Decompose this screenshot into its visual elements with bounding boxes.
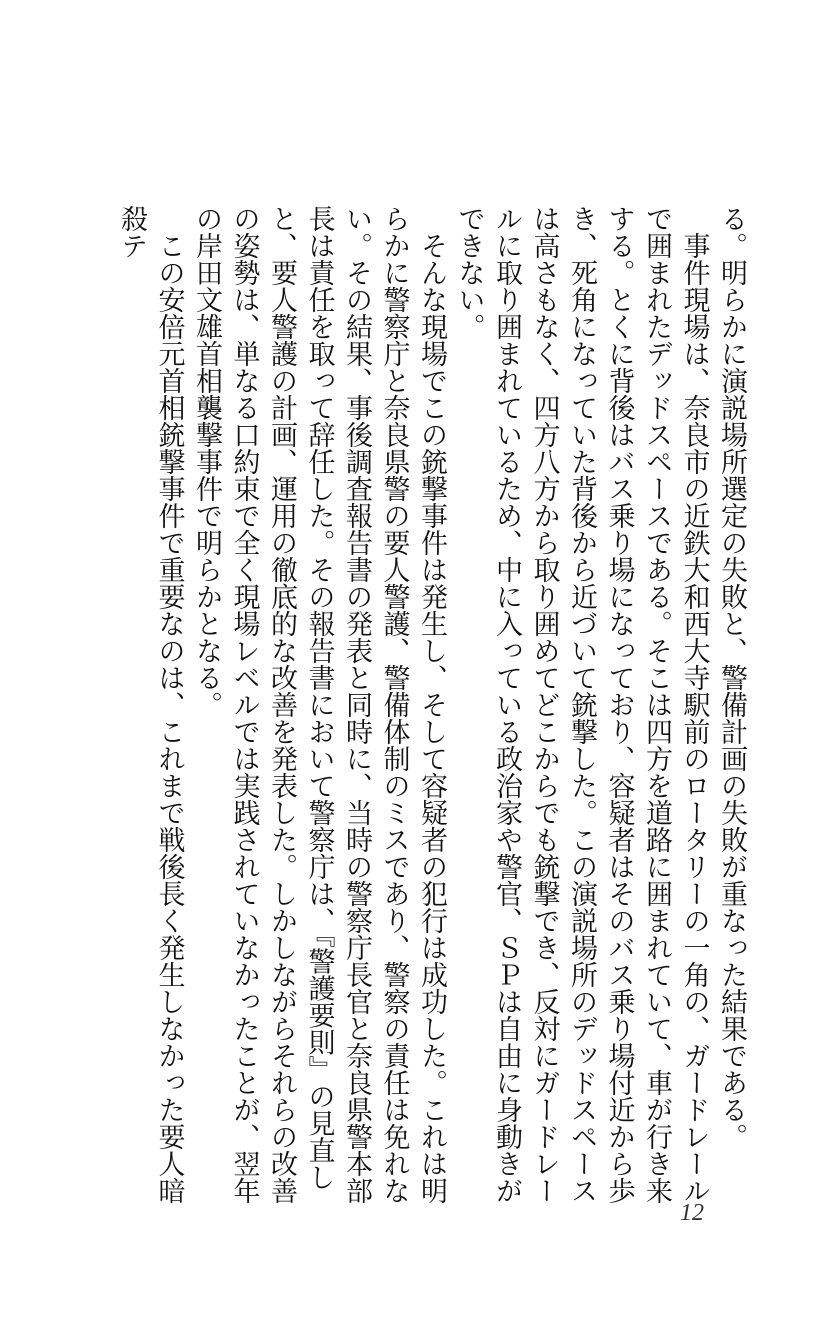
vertical-text-body [70,205,750,1205]
paragraph-4: この安倍元首相銃撃事件で重要なのは、これまで戦後長く発生しなかった要人暗殺テ [116,205,185,1204]
paragraph-2: 事件現場は、奈良市の近鉄大和西大寺駅前のロータリーの一角の、ガードレールで囲まれたデッドスペースである。そこは四方を道路に囲まれていて、車が行き来する。とくに背後はバス乗り場になっており、容疑者はそのバス乗り場付近から歩き、死角になっていた背後から近づいて銃撃した。この演説場所のデッドスペースは高さもなく、四方八方から取り囲めてどこからでも銃撃でき、反対にガードレールに取り囲まれているため、中に入っている政治家や警官、ＳＰは自由に身動きができない。 [453,205,710,1204]
page-number: 12 [680,1200,704,1226]
paragraph-3: そんな現場でこの銃撃事件は発生し、そして容疑者の犯行は成功した。これは明らかに警察庁と奈良県警の要人警護、警備体制のミスであり、警察の責任は免れない。その結果、事後調査報告書の発表と同時に、当時の警察庁長官と奈良県警本部長は責任を取って辞任した。その報告書において警察庁は、『警護要則』の見直しと、要人警護の計画、運用の徹底的な改善を発表した。しかしながらそれらの改善の姿勢は、単なる口約束で全く現場レベルでは実践されていなかったことが、翌年の岸田文雄首相襲撃事件で明らかとなる。 [191,205,447,1204]
paragraph-1: る。明らかに演説場所選定の失敗と、警備計画の失敗が重なった結果である。 [716,205,747,1150]
